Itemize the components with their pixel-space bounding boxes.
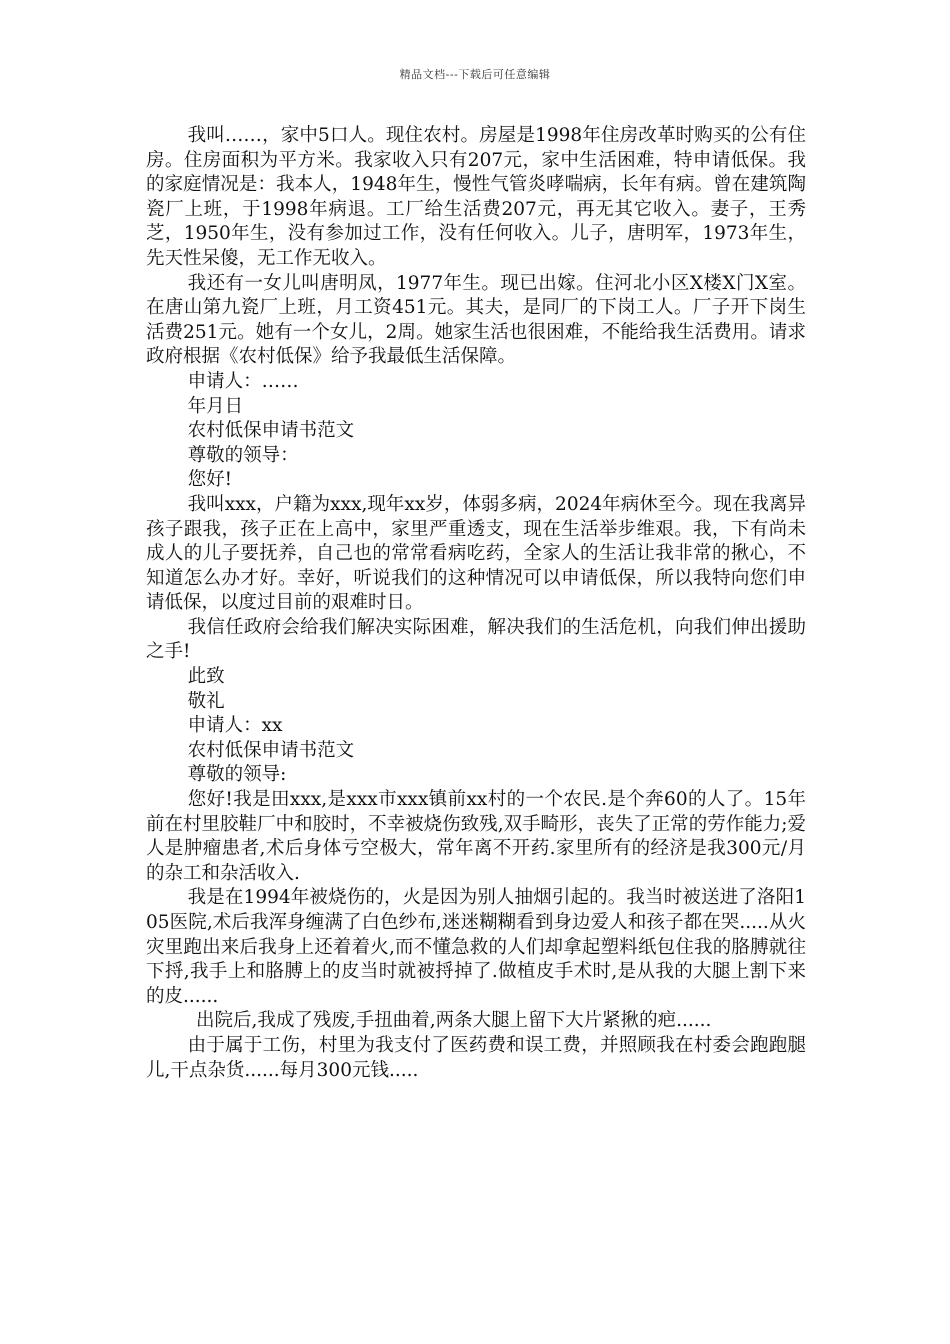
paragraph-discharge: 出院后,我成了残废,手扭曲着,两条大腿上留下大片紧揪的疤...... [195, 1010, 712, 1032]
applicant-signature-1: 申请人：…… [187, 370, 299, 392]
paragraph-family-intro: 我叫……，家中5口人。现住农村。房屋是1998年住房改革时购买的公有住房。住房面积为平方米。我家收入只有207元，家中生活困难，特申请低保。我的家庭情况是：我本人，1948年生，慢性气管炎哮喘病，长年有病。曾在建筑陶瓷厂上班，于1998年病退。工厂给生活费207元，再无其它收入。妻子，王秀芝，1950年生，没有参加过工作，没有任何收入。儿子，唐明军，1973年生，先天性呆傻，无工作无收入。 [146, 125, 806, 269]
page-header: 精品文档---下载后可任意编辑 [399, 68, 551, 81]
paragraph-burn-1994: 我是在1994年被烧伤的，火是因为别人抽烟引起的。我当时被送进了洛阳105医院,术后我浑身缠满了白色纱布,迷迷糊糊看到身边爱人和孩子都在哭.....从火灾里跑出来后我身上还着着火,而不懂急救的人们却拿起塑料纸包住我的胳膊就往下捋,我手上和胳膊上的皮当时就被捋掉了.做植皮手术时,是从我的大腿上割下来的皮...... [146, 887, 806, 1007]
applicant-signature-2: 申请人：xx [187, 715, 283, 737]
date-line: 年月日 [187, 395, 244, 417]
paragraph-work-injury: 由于属于工伤，村里为我支付了医药费和误工费，并照顾我在村委会跑跑腿儿,干点杂货......每月300元钱..... [146, 1034, 806, 1081]
salutation-2: 尊敬的领导: [187, 764, 287, 786]
greeting-1: 您好! [187, 469, 233, 491]
paragraph-daughter: 我还有一女儿叫唐明凤，1977年生。现已出嫁。住河北小区X楼X门X室。在唐山第九瓷厂上班，月工资451元。其夫，是同厂的下岗工人。厂子开下岗生活费251元。她有一个女儿，2周。她家生活也很困难，不能给我生活费用。请求政府根据《农村低保》给予我最低生活保障。 [146, 272, 806, 368]
salutation-1: 尊敬的领导： [187, 444, 299, 466]
section-title-1: 农村低保申请书范文 [187, 420, 355, 442]
document-body [146, 124, 806, 1083]
section-title-2: 农村低保申请书范文 [187, 739, 355, 761]
paragraph-trust: 我信任政府会给我们解决实际困难，解决我们的生活危机，向我们伸出援助之手! [146, 616, 806, 663]
paragraph-xxx-intro: 我叫xxx，户籍为xxx,现年xx岁，体弱多病，2024年病休至今。现在我离异孩子跟我，孩子正在上高中，家里严重透支，现在生活举步维艰。我，下有尚未成人的儿子要抚养，自己也的常常看病吃药，全家人的生活让我非常的揪心，不知道怎么办才好。幸好，听说我们的这种情况可以申请低保，所以我特向您们申请低保，以度过目前的艰难时日。 [146, 493, 806, 614]
closing-jingli: 敬礼 [187, 690, 225, 712]
paragraph-tian-intro: 您好!我是田xxx,是xxx市xxx镇前xx村的一个农民.是个奔60的人了。15年前在村里胶鞋厂中和胶时，不幸被烧伤致残,双手畸形，丧失了正常的劳作能力;爱人是肿瘤患者,术后身体亏空极大，常年离不开药.家里所有的经济是我300元/月的杂工和杂活收入. [146, 789, 806, 884]
closing-cizhi: 此致 [187, 666, 225, 688]
